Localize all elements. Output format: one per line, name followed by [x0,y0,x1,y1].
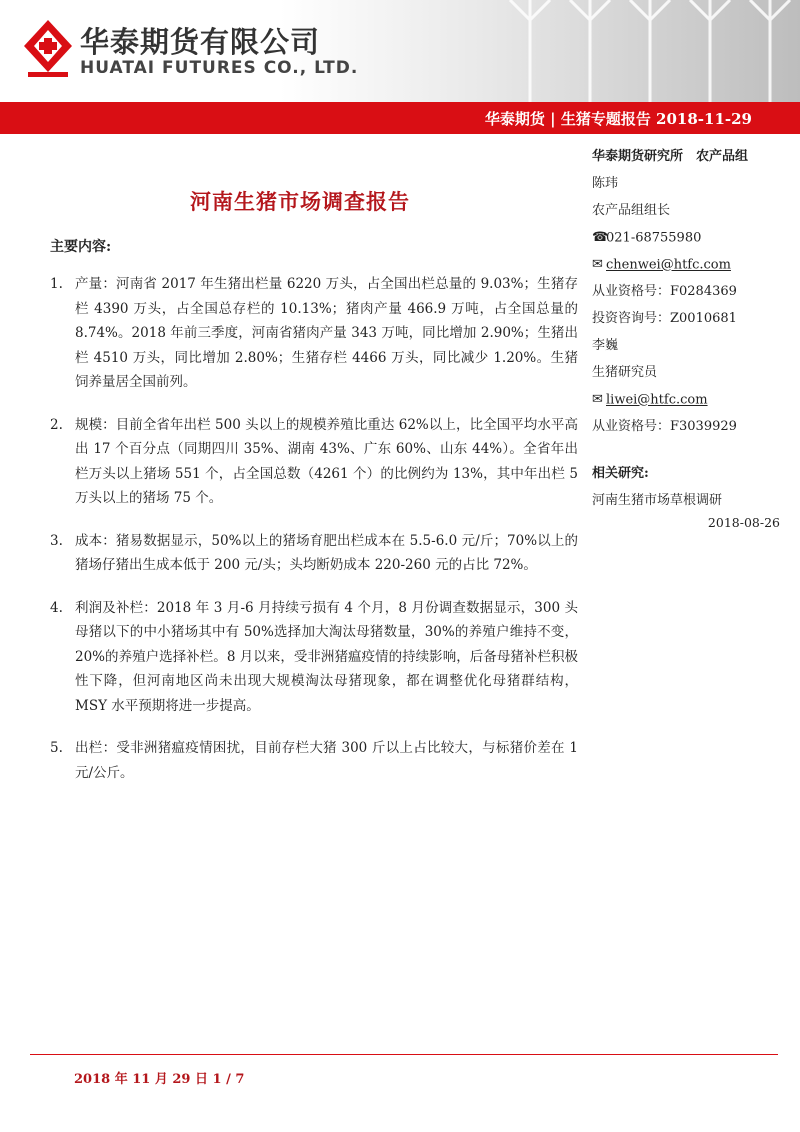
analyst-license: 从业资格号：F3039929 [592,419,737,434]
phone-icon: ☎ [592,230,609,245]
item-text: 产量：河南省 2017 年生猪出栏量 6220 万头，占全国出栏总量的 9.03%；生猪存栏 4390 万头，占全国总存栏的 10.13%；猪肉产量 466.9 万吨，占全国总量的 8.74%。2018 年前三季度，河南省猪肉产量 343 万吨，同比增加 2.90%；生猪出栏 4510 万头，同比增加 2.80%；生猪存栏 4466 万头，同比减少 1.20%。生猪饲养量居全国前列。 [75,276,578,390]
footer-date-page: 2018 年 11 月 29 日 1 / 7 [74,1072,245,1087]
item-number: 2. [50,416,63,433]
main-content-heading: 主要内容: [50,239,112,255]
item-text: 利润及补栏：2018 年 3 月-6 月持续亏损有 4 个月，8 月份调查数据显示，300 头母猪以下的中小猪场其中有 50%选择加大淘汰母猪数量，30%的养殖户维持不变，20%的养殖户选择补栏。8 月以来，受非洲猪瘟疫情的持续影响，后备母猪补栏积极性下降，但河南地区尚未出现大规模淘汰母猪现象，都在调整优化母猪群结构，MSY 水平预期将进一步提高。 [75,599,578,714]
analyst-name: 李巍 [592,338,619,353]
company-name-cn: 华泰期货有限公司 [80,25,321,59]
company-name-en: HUATAI FUTURES CO., LTD. [80,58,359,78]
banner-text: 华泰期货 | 生猪专题报告 2018-11-29 [484,110,752,128]
header-decoration [470,0,800,102]
list-item [50,413,578,511]
list-item [50,272,578,395]
analyst-sidebar [592,146,780,534]
mail-icon: ✉ [592,257,603,272]
item-number: 4. [50,599,63,616]
list-item [50,529,578,578]
analyst-name: 陈玮 [592,176,619,191]
mail-icon: ✉ [592,392,603,407]
related-research-date: 2018-08-26 [707,515,780,530]
item-number: 3. [50,532,63,549]
analyst-phone: 021-68755980 [606,230,702,246]
research-org: 华泰期货研究所 农产品组 [592,149,749,164]
analyst-email-link[interactable]: chenwei@htfc.com [606,257,731,273]
analyst-phone-row [592,227,774,254]
related-research-heading: 相关研究: [592,466,649,481]
analyst-email-link[interactable]: liwei@htfc.com [606,392,708,408]
item-text: 出栏：受非洲猪瘟疫情困扰，目前存栏大猪 300 斤以上占比较大，与标猪价差在 1 元/公斤。 [75,740,578,781]
page-header [0,0,800,102]
analyst-role: 生猪研究员 [592,365,658,380]
item-number: 5. [50,740,63,756]
analyst-email-row [592,389,774,416]
list-item [50,596,578,719]
analyst-consult-number: 投资咨询号：Z0010681 [592,311,737,326]
item-number: 1. [50,276,63,292]
related-research-link[interactable]: 河南生猪市场草根调研 [592,493,723,508]
analyst-email-row [592,254,774,281]
huatai-logo-icon [22,18,74,78]
footer-divider [30,1054,778,1055]
item-text: 成本：猪易数据显示，50%以上的猪场育肥出栏成本在 5.5-6.0 元/斤；70%以上的猪场仔猪出生成本低于 200 元/头；头均断奶成本 220-260 元的占比 72%。 [75,532,578,573]
list-item [50,736,578,785]
item-text: 规模：目前全省年出栏 500 头以上的规模养殖比重达 62%以上，比全国平均水平高出 17 个百分点（同期四川 35%、湖南 43%、广东 60%、山东 44%）。全省年出栏万头以上猪场 551 个，占全国总数（4261 个）的比例约为 13%，其中年出栏 5 万头以上的猪场 75 个。 [75,416,578,506]
main-content-list [50,272,578,803]
analyst-license: 从业资格号：F0284369 [592,284,737,299]
report-banner [0,102,800,134]
analyst-role: 农产品组组长 [592,203,671,218]
page-title: 河南生猪市场调查报告 [190,189,410,214]
